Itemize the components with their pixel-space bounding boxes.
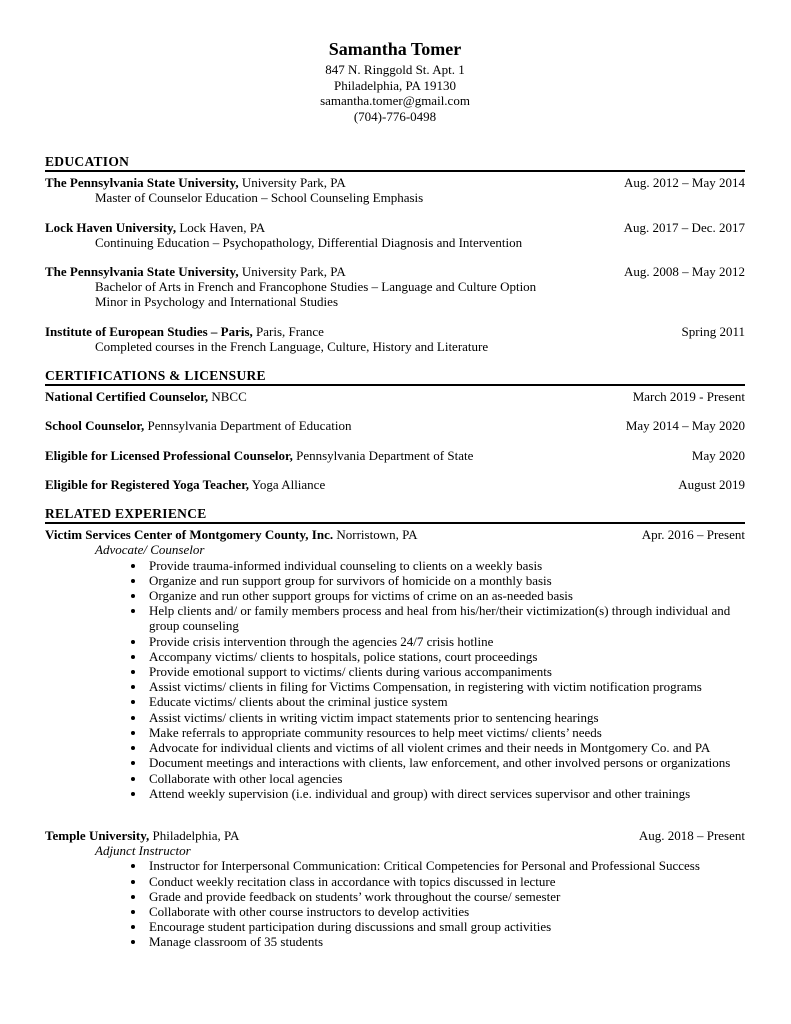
institution-location: Lock Haven, PA: [176, 219, 266, 235]
entry-dates: May 2014 – May 2020: [625, 418, 745, 434]
duty-item: • Encourage student participation during discussions and small group activities: [146, 919, 745, 934]
duty-list: [45, 858, 745, 949]
credential-name: National Certified Counselor,: [45, 389, 209, 405]
duty-item: • Assist victims/ clients in writing victim impact statements prior to sentencing hearings: [146, 710, 745, 725]
experience-section-title: RELATED EXPERIENCE: [45, 506, 745, 524]
duty-item: • Attend weekly supervision (i.e. individual and group) with direct services supervisor and other trainings: [146, 786, 745, 801]
duty-item: • Assist victims/ clients in filing for Victims Compensation, in registering with victim notification programs: [146, 679, 745, 694]
duty-item: • Make referrals to appropriate community resources to help meet victims/ clients’ needs: [146, 725, 745, 740]
section-experience: [45, 506, 745, 949]
entry-dates: March 2019 - Present: [632, 389, 745, 405]
degree-detail: Completed courses in the French Language, Culture, History and Literature: [95, 338, 489, 354]
entry-dates: Apr. 2016 – Present: [641, 527, 745, 543]
duty-item: • Grade and provide feedback on students’ work throughout the course/ semester: [146, 889, 745, 904]
degree-detail: Bachelor of Arts in French and Francophone Studies – Language and Culture Option: [95, 279, 537, 295]
entry-dates: Aug. 2018 – Present: [638, 827, 745, 843]
degree-detail: Continuing Education – Psychopathology, Differential Diagnosis and Intervention: [95, 234, 523, 250]
degree-detail: Minor in Psychology and International Studies: [95, 294, 339, 310]
duty-item: • Document meetings and interactions with clients, law enforcement, and other involved persons or organizations: [146, 755, 745, 770]
organization-location: Philadelphia, PA: [149, 827, 240, 843]
education-entry: [45, 264, 745, 310]
degree-detail: Master of Counselor Education – School Counseling Emphasis: [95, 190, 424, 206]
institution-name: The Pennsylvania State University,: [45, 175, 239, 191]
duty-item: • Organize and run other support groups for victims of crime on an as-needed basis: [146, 588, 745, 603]
organization-name: Temple University,: [45, 827, 150, 843]
certification-entry: [45, 389, 745, 404]
credential-issuer: Pennsylvania Department of State: [292, 447, 474, 463]
institution-location: University Park, PA: [238, 264, 346, 280]
credential-issuer: Yoga Alliance: [249, 476, 326, 492]
address-line-1: 847 N. Ringgold St. Apt. 1: [325, 62, 465, 77]
education-section-title: EDUCATION: [45, 154, 745, 172]
institution-name: Institute of European Studies – Paris,: [45, 323, 253, 339]
duty-item: • Provide trauma-informed individual counseling to clients on a weekly basis: [146, 558, 745, 573]
duty-item: • Collaborate with other local agencies: [146, 771, 745, 786]
duty-item: • Educate victims/ clients about the criminal justice system: [146, 694, 745, 709]
organization-name: Victim Services Center of Montgomery County, Inc.: [45, 527, 334, 543]
section-certifications: [45, 368, 745, 492]
entry-dates: August 2019: [678, 476, 745, 492]
credential-name: Eligible for Licensed Professional Counselor,: [45, 447, 293, 463]
duty-item: • Organize and run support group for survivors of homicide on a monthly basis: [146, 573, 745, 588]
certification-entry: [45, 418, 745, 433]
experience-entry: [45, 828, 745, 950]
credential-issuer: NBCC: [208, 389, 247, 405]
education-entry: [45, 220, 745, 250]
credential-name: School Counselor,: [45, 418, 145, 434]
email-text: samantha.tomer@gmail.com: [320, 93, 470, 108]
certification-entry: [45, 448, 745, 463]
institution-location: University Park, PA: [238, 175, 346, 191]
duty-item: • Collaborate with other course instructors to develop activities: [146, 904, 745, 919]
education-entry: [45, 324, 745, 354]
credential-issuer: Pennsylvania Department of Education: [144, 418, 352, 434]
credential-name: Eligible for Registered Yoga Teacher,: [45, 476, 250, 492]
section-education: [45, 154, 745, 354]
duty-item: • Advocate for individual clients and victims of all violent crimes and their needs in Montgomery Co. and PA: [146, 740, 745, 755]
duty-item: • Provide crisis intervention through the agencies 24/7 crisis hotline: [146, 634, 745, 649]
entry-dates: Aug. 2017 – Dec. 2017: [623, 219, 745, 235]
entry-dates: Aug. 2008 – May 2012: [624, 264, 745, 280]
duty-item: • Accompany victims/ clients to hospitals, police stations, court proceedings: [146, 649, 745, 664]
duty-list: [45, 558, 745, 801]
certification-entry: [45, 477, 745, 492]
duty-item: • Conduct weekly recitation class in accordance with topics discussed in lecture: [146, 874, 745, 889]
entry-dates: Aug. 2012 – May 2014: [624, 175, 745, 191]
institution-name: The Pennsylvania State University,: [45, 264, 239, 280]
duty-item: • Instructor for Interpersonal Communication: Critical Competencies for Personal and Professional Success: [146, 858, 745, 873]
institution-location: Paris, France: [252, 323, 324, 339]
duty-item: • Help clients and/ or family members process and heal from his/her/their victimization(s) through individual and group counseling: [146, 603, 745, 633]
institution-name: Lock Haven University,: [45, 219, 177, 235]
job-title: Adjunct Instructor: [95, 843, 191, 859]
header: [45, 38, 745, 124]
duty-item: • Provide emotional support to victims/ clients during various accompaniments: [146, 664, 745, 679]
entry-dates: Spring 2011: [681, 323, 745, 339]
organization-location: Norristown, PA: [333, 527, 418, 543]
address-line-2: Philadelphia, PA 19130: [334, 77, 456, 93]
job-title: Advocate/ Counselor: [95, 542, 205, 558]
education-entry: [45, 175, 745, 205]
person-name: Samantha Tomer: [328, 39, 462, 59]
entry-dates: May 2020: [691, 447, 745, 463]
experience-entry: [45, 527, 745, 801]
duty-item: • Manage classroom of 35 students: [146, 934, 745, 949]
certifications-section-title: CERTIFICATIONS & LICENSURE: [45, 368, 745, 386]
phone-text: (704)-776-0498: [353, 108, 437, 124]
